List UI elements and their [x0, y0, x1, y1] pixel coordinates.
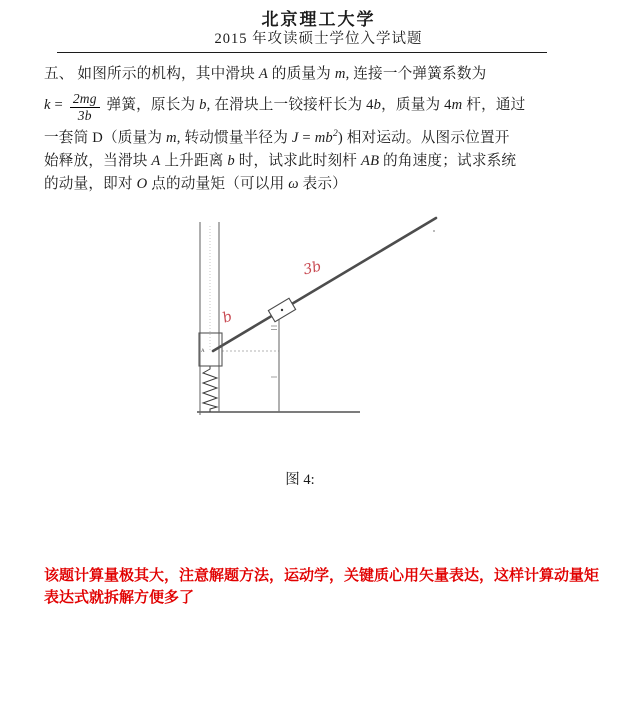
text-segment: b [373, 96, 382, 113]
text-segment: ，质量为 4 [381, 96, 452, 113]
problem-text [44, 63, 600, 197]
problem-line [44, 150, 600, 174]
text-segment: A [151, 152, 161, 169]
problem-line [44, 123, 600, 150]
text-segment: 的质量为 [267, 66, 335, 82]
problem-line [44, 63, 600, 87]
text-segment: b [199, 96, 207, 113]
text-segment: 五、 如图所示的机构，其中滑块 [44, 66, 259, 82]
text-segment: , 在滑块上一铰接杆长为 4 [206, 96, 374, 113]
problem-line [44, 87, 600, 123]
text-segment: k [44, 96, 51, 113]
text-segment: $\frac{2mg}{3b}$ [70, 91, 100, 122]
note-text [44, 565, 604, 609]
text-segment: ) 相对运动。从图示位置开 [337, 129, 510, 146]
header-rule [57, 52, 547, 53]
text-segment: = [298, 129, 315, 146]
slider-a-label: A [201, 349, 205, 354]
note-line: 表达式就拆解方便多了 [44, 590, 195, 606]
text-segment: 的动量，即对 [44, 176, 137, 193]
text-segment: m [451, 96, 463, 113]
text-segment: O [136, 176, 148, 193]
rod-label-b: b [220, 308, 235, 327]
text-segment: m [166, 129, 177, 146]
text-segment: J [291, 129, 299, 146]
text-segment: 一套筒 D（质量为 [44, 129, 166, 146]
text-segment: ω [288, 176, 299, 193]
rod-label-3b: 3b [301, 258, 323, 279]
text-segment: , 转动惯量半径为 [176, 129, 292, 146]
problem-line [44, 173, 600, 197]
text-segment: 上升距离 [160, 152, 228, 169]
rod-ab [213, 218, 436, 351]
exam-subtitle: 2015 年攻读硕士学位入学试题 [214, 31, 423, 47]
text-segment: , 连接一个弹簧系数为 [345, 66, 487, 82]
note-line: 该题计算量极其大，注意解题方法，运动学，关键质心用矢量表达，这样计算动量矩 [44, 568, 600, 584]
text-segment: 表示） [298, 176, 347, 193]
university-title: 北京理工大学 [261, 10, 376, 29]
collar-pivot-dot [281, 309, 283, 311]
text-segment: 杆，通过 [462, 96, 526, 113]
rod-end-dot [433, 230, 435, 232]
text-segment: mb [314, 129, 333, 146]
spring [203, 366, 217, 412]
text-segment: AB [360, 152, 380, 169]
text-segment: 弹簧，原长为 [102, 96, 200, 113]
mechanism-figure [185, 205, 455, 430]
text-segment: = [50, 96, 67, 113]
figure-caption: 图 4: [285, 472, 315, 488]
text-segment: b [227, 152, 235, 169]
text-segment: 时，试求此时刻杆 [234, 152, 361, 169]
text-segment: 点的动量矩（可以用 [147, 176, 289, 193]
text-segment: A [258, 66, 268, 82]
text-segment: 2 [332, 128, 338, 139]
text-segment: 始释放，当滑块 [44, 152, 152, 169]
text-segment: m [334, 66, 346, 82]
text-segment: 的角速度；试求系统 [379, 152, 517, 169]
